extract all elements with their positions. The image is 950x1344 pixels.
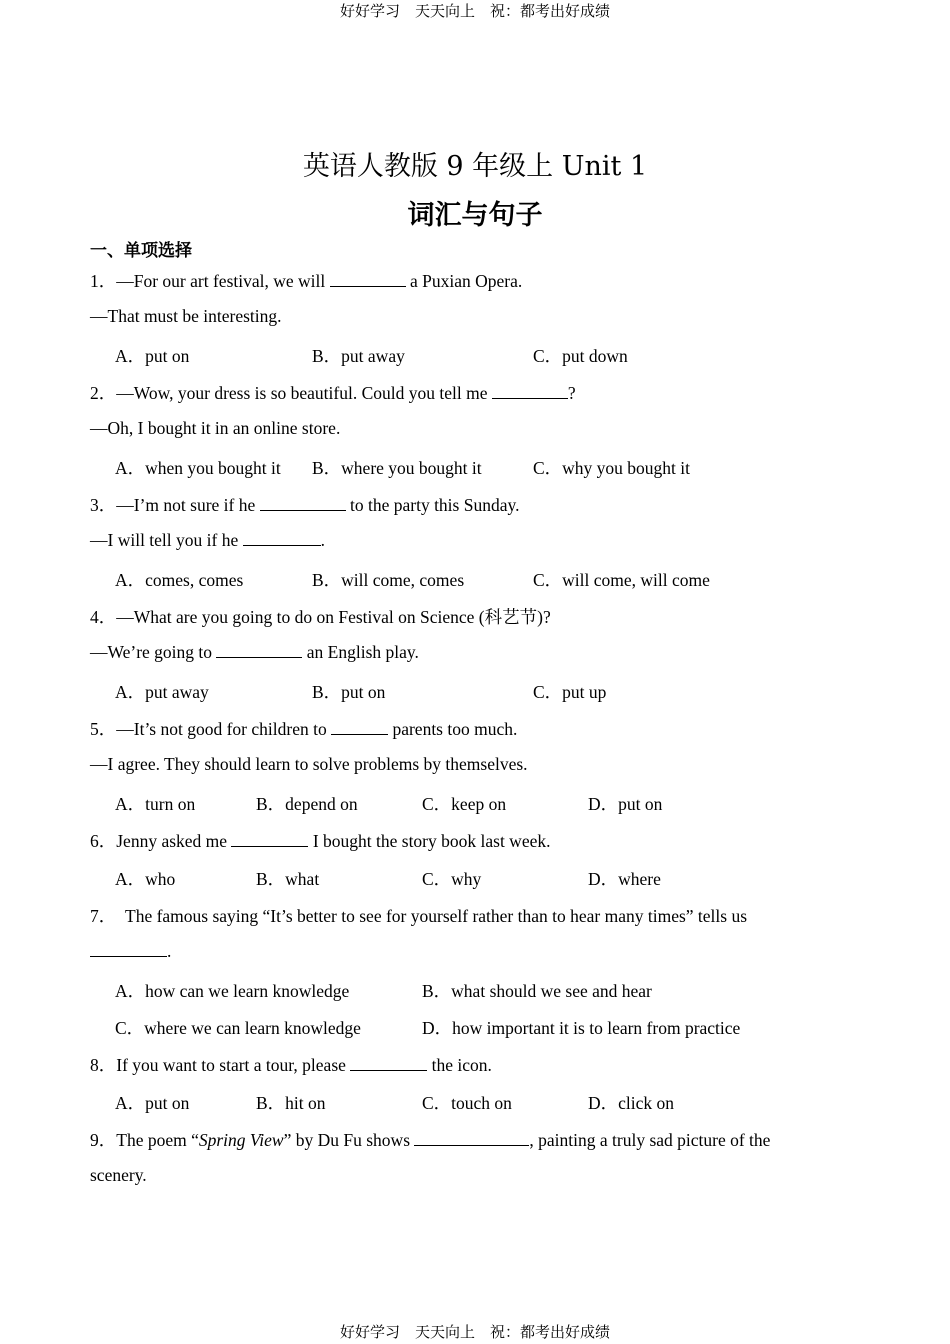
question-3-option-c: C．will come, will come bbox=[533, 570, 710, 590]
question-4-stem: 4．—What are you going to do on Festival on Science (科艺节)? bbox=[90, 607, 551, 627]
question-1-option-a: A．put on bbox=[115, 346, 190, 366]
question-1-option-c: C．put down bbox=[533, 346, 628, 366]
question-8-option-d: D．click on bbox=[588, 1093, 675, 1113]
question-8-stem: 8．If you want to start a tour, please the icon. bbox=[90, 1055, 492, 1075]
answer-blank bbox=[492, 384, 568, 399]
answer-blank bbox=[414, 1131, 529, 1146]
question-6-option-d: D．where bbox=[588, 869, 661, 889]
page-header: 好好学习 天天向上 祝：都考出好成绩 bbox=[339, 2, 610, 20]
answer-blank bbox=[260, 496, 346, 511]
question-9-stem-continued: scenery. bbox=[90, 1165, 147, 1185]
question-1-stem: 1．—For our art festival, we will a Puxian Opera. bbox=[90, 271, 523, 291]
question-3-stem: 3．—I’m not sure if he to the party this Sunday. bbox=[90, 495, 520, 515]
question-4-option-a: A．put away bbox=[115, 682, 209, 702]
question-2-stem: 2．—Wow, your dress is so beautiful. Could you tell me ? bbox=[90, 383, 576, 403]
question-6-option-c: C．why bbox=[422, 869, 482, 889]
question-7-option-c: C．where we can learn knowledge bbox=[115, 1018, 361, 1038]
question-8-option-a: A．put on bbox=[115, 1093, 190, 1113]
question-7-option-a: A．how can we learn knowledge bbox=[115, 981, 350, 1001]
question-3-option-a: A．comes, comes bbox=[115, 570, 244, 590]
question-2-reply: —Oh, I bought it in an online store. bbox=[90, 418, 341, 438]
question-1-reply: —That must be interesting. bbox=[90, 306, 282, 326]
document-title: 英语人教版 9 年级上 Unit 1 bbox=[302, 151, 648, 182]
question-8-option-b: B．hit on bbox=[256, 1093, 326, 1113]
answer-blank bbox=[231, 832, 308, 847]
question-7-stem-continued: . bbox=[90, 941, 171, 962]
section-heading: 一、单项选择 bbox=[90, 241, 192, 261]
question-9-stem: 9．The poem “Spring View” by Du Fu shows , painting a truly sad picture of the bbox=[90, 1130, 771, 1150]
question-8-option-c: C．touch on bbox=[422, 1093, 512, 1113]
question-7-stem: 7． The famous saying “It’s better to see for yourself rather than to hear many times” tells us bbox=[90, 906, 748, 926]
question-5-option-c: C．keep on bbox=[422, 794, 507, 814]
question-5-option-d: D．put on bbox=[588, 794, 663, 814]
question-1-option-b: B．put away bbox=[312, 346, 405, 366]
question-7-option-b: B．what should we see and hear bbox=[422, 981, 652, 1001]
answer-blank bbox=[350, 1056, 427, 1071]
page-footer: 好好学习 天天向上 祝：都考出好成绩 bbox=[339, 1323, 610, 1341]
answer-blank bbox=[216, 643, 302, 658]
question-6-stem: 6．Jenny asked me I bought the story book last week. bbox=[90, 831, 551, 851]
question-2-option-b: B．where you bought it bbox=[312, 458, 482, 478]
question-3-reply: —I will tell you if he . bbox=[90, 530, 325, 550]
question-5-reply: —I agree. They should learn to solve problems by themselves. bbox=[90, 754, 528, 774]
question-5-stem: 5．—It’s not good for children to parents too much. bbox=[90, 719, 518, 739]
question-2-option-c: C．why you bought it bbox=[533, 458, 691, 478]
question-7-option-d: D．how important it is to learn from practice bbox=[422, 1018, 741, 1038]
answer-blank bbox=[330, 272, 406, 287]
question-6-option-b: B．what bbox=[256, 869, 320, 889]
question-2-option-a: A．when you bought it bbox=[115, 458, 281, 478]
question-4-option-b: B．put on bbox=[312, 682, 386, 702]
question-5-option-b: B．depend on bbox=[256, 794, 358, 814]
question-6-option-a: A．who bbox=[115, 869, 176, 889]
answer-blank bbox=[90, 942, 167, 957]
question-3-option-b: B．will come, comes bbox=[312, 570, 465, 590]
question-4-reply: —We’re going to an English play. bbox=[90, 642, 419, 662]
question-5-option-a: A．turn on bbox=[115, 794, 196, 814]
question-4-option-c: C．put up bbox=[533, 682, 607, 702]
poem-title: Spring View bbox=[198, 1130, 284, 1150]
answer-blank bbox=[331, 720, 388, 735]
document-subtitle: 词汇与句子 bbox=[407, 200, 543, 231]
answer-blank bbox=[243, 531, 321, 546]
